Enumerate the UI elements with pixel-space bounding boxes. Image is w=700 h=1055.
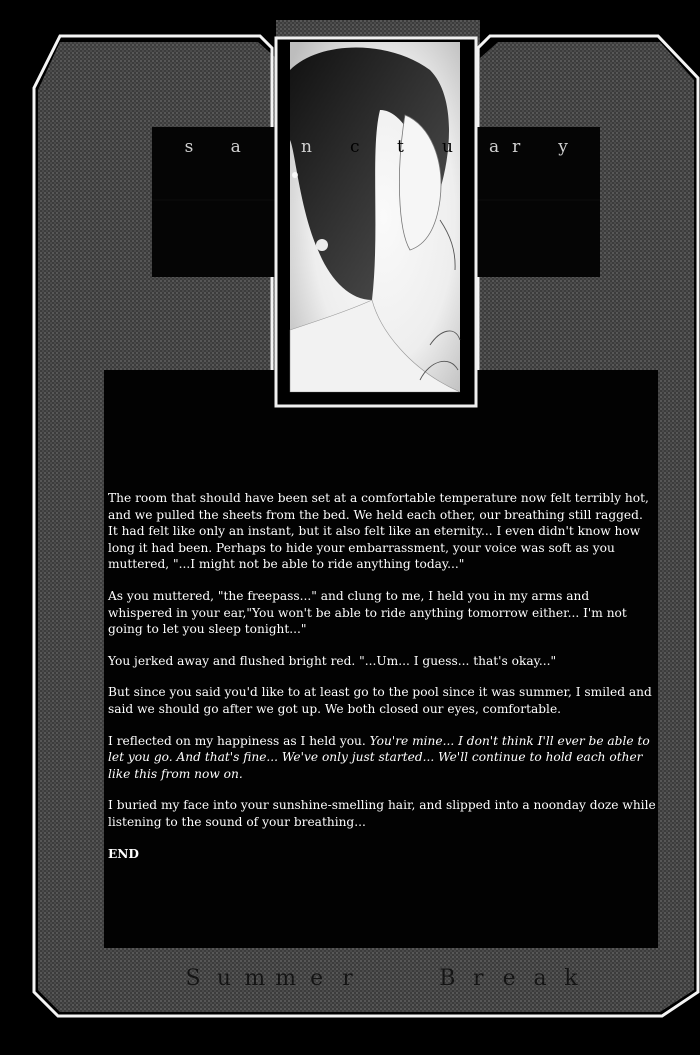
title-letter: a	[230, 137, 241, 157]
title-letter-overlay	[152, 132, 600, 162]
footer-letter: a	[533, 965, 547, 991]
footer-letter: m	[244, 965, 266, 991]
footer-letter: m	[275, 965, 297, 991]
footer-letter: e	[310, 965, 324, 991]
footer-letter: B	[439, 965, 456, 991]
footer-letter: S	[185, 965, 201, 991]
footer-letter: e	[502, 965, 516, 991]
story-paragraph-reflect	[108, 733, 656, 783]
title-letter: y	[558, 137, 568, 157]
title-letter: n	[301, 137, 312, 157]
footer-letter: r	[472, 965, 484, 991]
story-paragraph: I buried my face into your sunshine-smelling hair, and slipped into a noonday doze while listening to the sound of your breathing...	[108, 798, 656, 829]
story-paragraph: You jerked away and flushed bright red. "...Um... I guess... that's okay..."	[108, 653, 557, 668]
footer-letter: r	[342, 965, 353, 991]
story-paragraph: But since you said you'd like to at least go to the pool since it was summer, I smiled and said we should go after we got up. We both closed our eyes, comfortable.	[108, 685, 652, 716]
footer-summer-break	[182, 963, 582, 993]
title-letter: t	[397, 137, 404, 157]
title-letter: r	[512, 137, 521, 157]
footer-letter: k	[564, 965, 578, 991]
footer-letter: u	[216, 965, 231, 991]
end-label: END	[108, 846, 139, 861]
story-paragraph: As you muttered, "the freepass..." and clung to me, I held you in my arms and whispered in your ear,"You won't be able to ride anything tomorrow either... I'm not going to let you sleep tonight..."	[108, 588, 627, 637]
title-letter: s	[184, 137, 194, 157]
story-paragraph: The room that should have been set at a comfortable temperature now felt terribly hot, and we pulled the sheets from the bed. We held each other, our breathing still ragged. It had felt like only an instant, but it also felt like an eternity... I even didn't know how long it had been. Perhaps to hide your embarrassment, your voice was soft as you muttered, "...I might not be able to ride anything today..."	[108, 491, 649, 572]
title-letter: a	[489, 137, 500, 157]
reflect-intro: I reflected on my happiness as I held you.	[108, 733, 370, 748]
title-letter: c	[350, 137, 360, 157]
reflect-italic: You're mine... I don't think I'll ever be able to let you go. And that's fine... We've only just started... We'll continue to hold each other like this from now on.	[108, 733, 650, 781]
title-letter: u	[442, 137, 453, 157]
story-text	[108, 490, 656, 877]
